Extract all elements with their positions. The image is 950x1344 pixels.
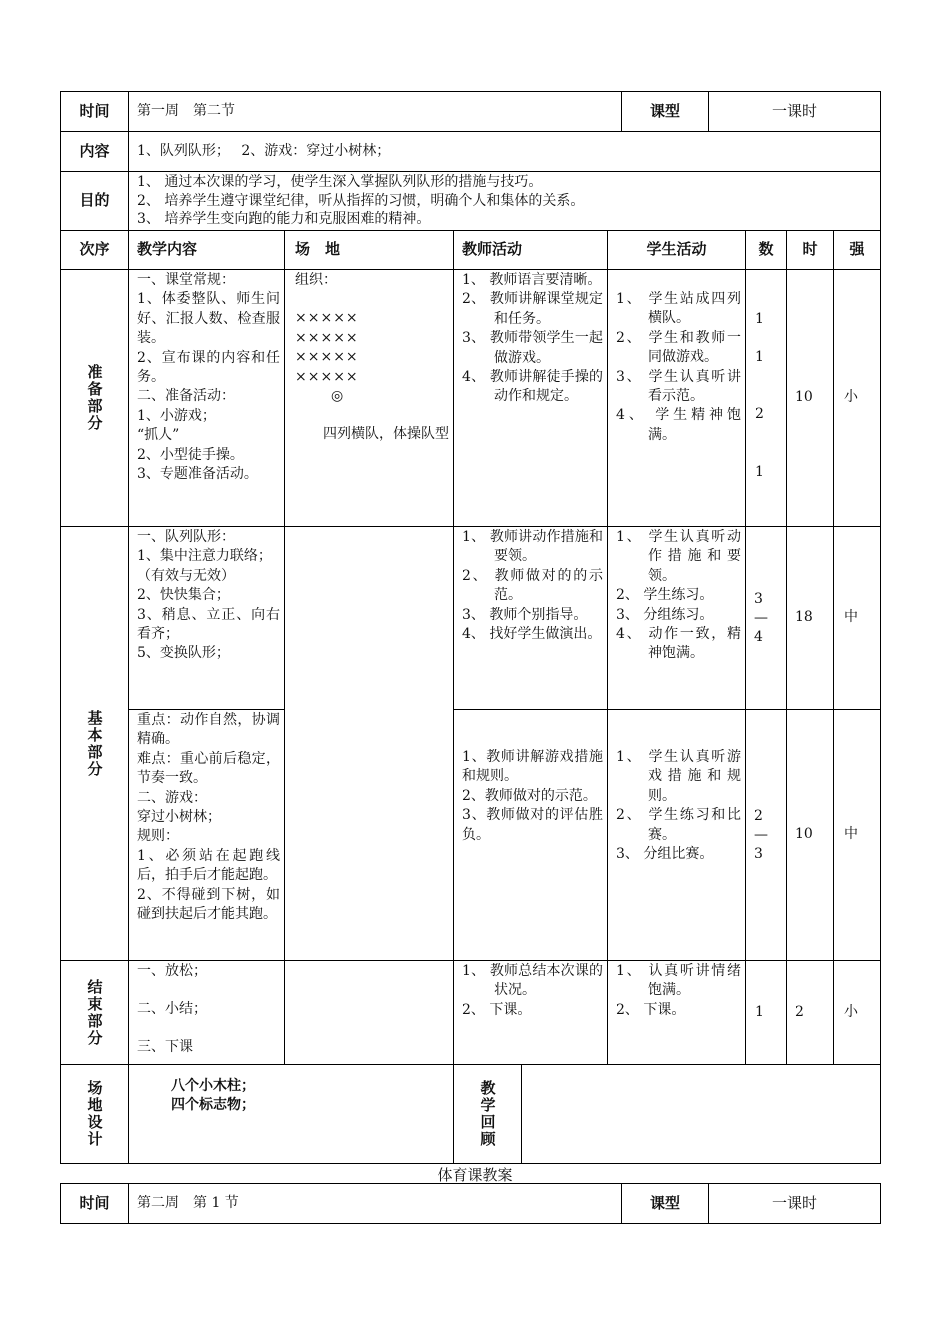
teacher-position-icon: ◎ (331, 388, 344, 405)
prep-content: 一、课堂常规： 1、体委整队、师生问好、汇报人数、检查服装。 2、宣布课的内容和任务。 二、准备活动： 1、小游戏； “抓人” 2、小型徒手操。 3、专题准备活动。 (128, 269, 285, 527)
basic-time-drill: 18 (786, 526, 834, 710)
basic-intensity-game: 中 (833, 709, 881, 961)
student-activity: 1、 认真听讲情绪饱满。 (616, 963, 741, 999)
teacher-activity: 1、教师讲解游戏措施和规则。 (462, 749, 603, 785)
basic-section-label: 基本部分 (60, 526, 129, 961)
formation-row: ××××× (295, 310, 359, 327)
student-activity: 4、 动作一致，精神饱满。 (616, 626, 741, 662)
header-site: 场 地 (284, 230, 454, 270)
basic-intensity-drill: 中 (833, 526, 881, 710)
student-activity: 2、 学生练习。 (616, 587, 714, 604)
student-activity: 2、 学生练习和比赛。 (616, 807, 741, 843)
end-intensity: 小 (833, 960, 881, 1065)
end-time: 2 (786, 960, 834, 1065)
goal-item: 3、 培养学生变向跑的能力和克服困难的精神。 (137, 211, 431, 227)
teacher-activity: 3、 教师带领学生一起做游戏。 (462, 330, 603, 366)
header-content: 教学内容 (128, 230, 285, 270)
lesson-type-value: 一课时 (708, 91, 881, 132)
basic-site (284, 526, 454, 961)
lesson-type-value-2: 一课时 (708, 1183, 881, 1224)
header-order: 次序 (60, 230, 129, 270)
prep-student (607, 269, 746, 527)
time-label-2: 时间 (60, 1183, 129, 1224)
count-value: 2 (755, 406, 764, 422)
end-count: 1 (745, 960, 787, 1065)
header-teacher: 教师活动 (453, 230, 608, 270)
basic-content-drill: 一、队列队形： 1、集中注意力联络； （有效与无效） 2、快快集合； 3、稍息、立正、向右看齐； 5、变换队形； (128, 526, 285, 710)
student-activity: 1、 学生认真听游戏措施和规则。 (616, 749, 741, 804)
prep-site (284, 269, 454, 527)
formation-row: ××××× (295, 349, 359, 366)
student-activity: 3、 分组练习。 (616, 606, 714, 623)
prep-teacher (453, 269, 608, 527)
time-value-2: 第二周 第 1 节 (128, 1183, 622, 1224)
header-intensity: 强 (833, 230, 881, 270)
design-item: 四个标志物； (171, 1097, 255, 1113)
teacher-activity: 2、教师做对的示范。 (462, 787, 597, 804)
formation-row: ××××× (295, 368, 359, 385)
basic-student-game (607, 709, 746, 961)
student-activity: 2、 学生和教师一同做游戏。 (616, 329, 741, 366)
basic-student-drill (607, 526, 746, 710)
basic-content-game: 重点：动作自然，协调精确。 难点：重心前后稳定，节奏一致。 二、游戏： 穿过小树林； 规则： 1、必须站在起跑线后，拍手后才能起跑。 2、不得碰到下树，如碰到扶起后才能其跑。 (128, 709, 285, 961)
end-item: 二、小结； (137, 1001, 207, 1017)
end-section-label: 结束部分 (60, 960, 129, 1065)
prep-intensity: 小 (833, 269, 881, 527)
end-item: 三、下课 (137, 1039, 193, 1055)
student-activity: 2、 下课。 (616, 1001, 686, 1018)
design-item: 八个小木柱； (171, 1078, 255, 1094)
student-activity: 1、 学生站成四列横队。 (616, 291, 741, 327)
page-title: 体育课教案 (437, 1166, 513, 1184)
teaching-review-value (521, 1064, 881, 1164)
teacher-activity: 1、 教师讲动作措施和要领。 (462, 529, 603, 565)
end-content (128, 960, 285, 1065)
student-activity: 4、 学生精神饱满。 (616, 407, 741, 443)
basic-count-game: 2 — 3 (745, 709, 787, 961)
teacher-activity: 3、教师做对的评估胜负。 (462, 807, 603, 843)
header-time: 时 (786, 230, 834, 270)
basic-time-game: 10 (786, 709, 834, 961)
basic-count-drill: 3 — 4 (745, 526, 787, 710)
content-value: 1、队列队形； 2、游戏：穿过小树林； (128, 131, 881, 172)
site-design-items (128, 1064, 454, 1164)
lesson-type-label-2: 课型 (621, 1183, 709, 1224)
prep-section-label: 准备部分 (60, 269, 129, 527)
goal-label: 目的 (60, 171, 129, 231)
teacher-activity: 2、 教师做对的的示范。 (462, 567, 603, 604)
end-item: 一、放松； (137, 963, 207, 979)
teacher-activity: 2、 教师讲解课堂规定和任务。 (462, 291, 603, 327)
student-activity: 3、 分组比赛。 (616, 846, 714, 863)
prep-time: 10 (786, 269, 834, 527)
teacher-activity: 3、 教师个别指导。 (462, 606, 588, 623)
goal-item: 1、 通过本次课的学习，使学生深入掌握队列队形的措施与技巧。 (137, 174, 543, 190)
content-label: 内容 (60, 131, 129, 172)
basic-teacher-game (453, 709, 608, 961)
end-site (284, 960, 454, 1065)
formation-row: ××××× (295, 329, 359, 346)
teacher-activity: 2、 下课。 (462, 1001, 532, 1018)
site-org-title: 组织： (295, 272, 337, 288)
count-value: 1 (755, 311, 764, 327)
end-student (607, 960, 746, 1065)
student-activity: 1、 学生认真听动作措施和要领。 (616, 529, 741, 584)
teacher-activity: 1、 教师语言要清晰。 (462, 272, 602, 288)
time-label: 时间 (60, 91, 129, 132)
end-teacher (453, 960, 608, 1065)
count-value: 1 (755, 349, 764, 365)
teacher-activity: 4、 教师讲解徒手操的动作和规定。 (462, 369, 603, 405)
header-student: 学生活动 (607, 230, 746, 270)
count-value: 1 (755, 464, 764, 480)
goal-list (128, 171, 881, 231)
time-value: 第一周 第二节 (128, 91, 622, 132)
student-activity: 3、 学生认真听讲看示范。 (616, 368, 741, 405)
goal-item: 2、 培养学生遵守课堂纪律，听从指挥的习惯，明确个人和集体的关系。 (137, 192, 585, 209)
teacher-activity: 1、 教师总结本次课的状况。 (462, 963, 603, 999)
header-count: 数 (745, 230, 787, 270)
site-design-label: 场地设计 (60, 1064, 129, 1164)
teaching-review-label: 教学回顾 (453, 1064, 522, 1164)
site-note: 四列横队，体操队型 (295, 426, 449, 443)
prep-count (745, 269, 787, 527)
basic-teacher-drill (453, 526, 608, 710)
lesson-type-label: 课型 (621, 91, 709, 132)
teacher-activity: 4、 找好学生做演出。 (462, 626, 602, 643)
